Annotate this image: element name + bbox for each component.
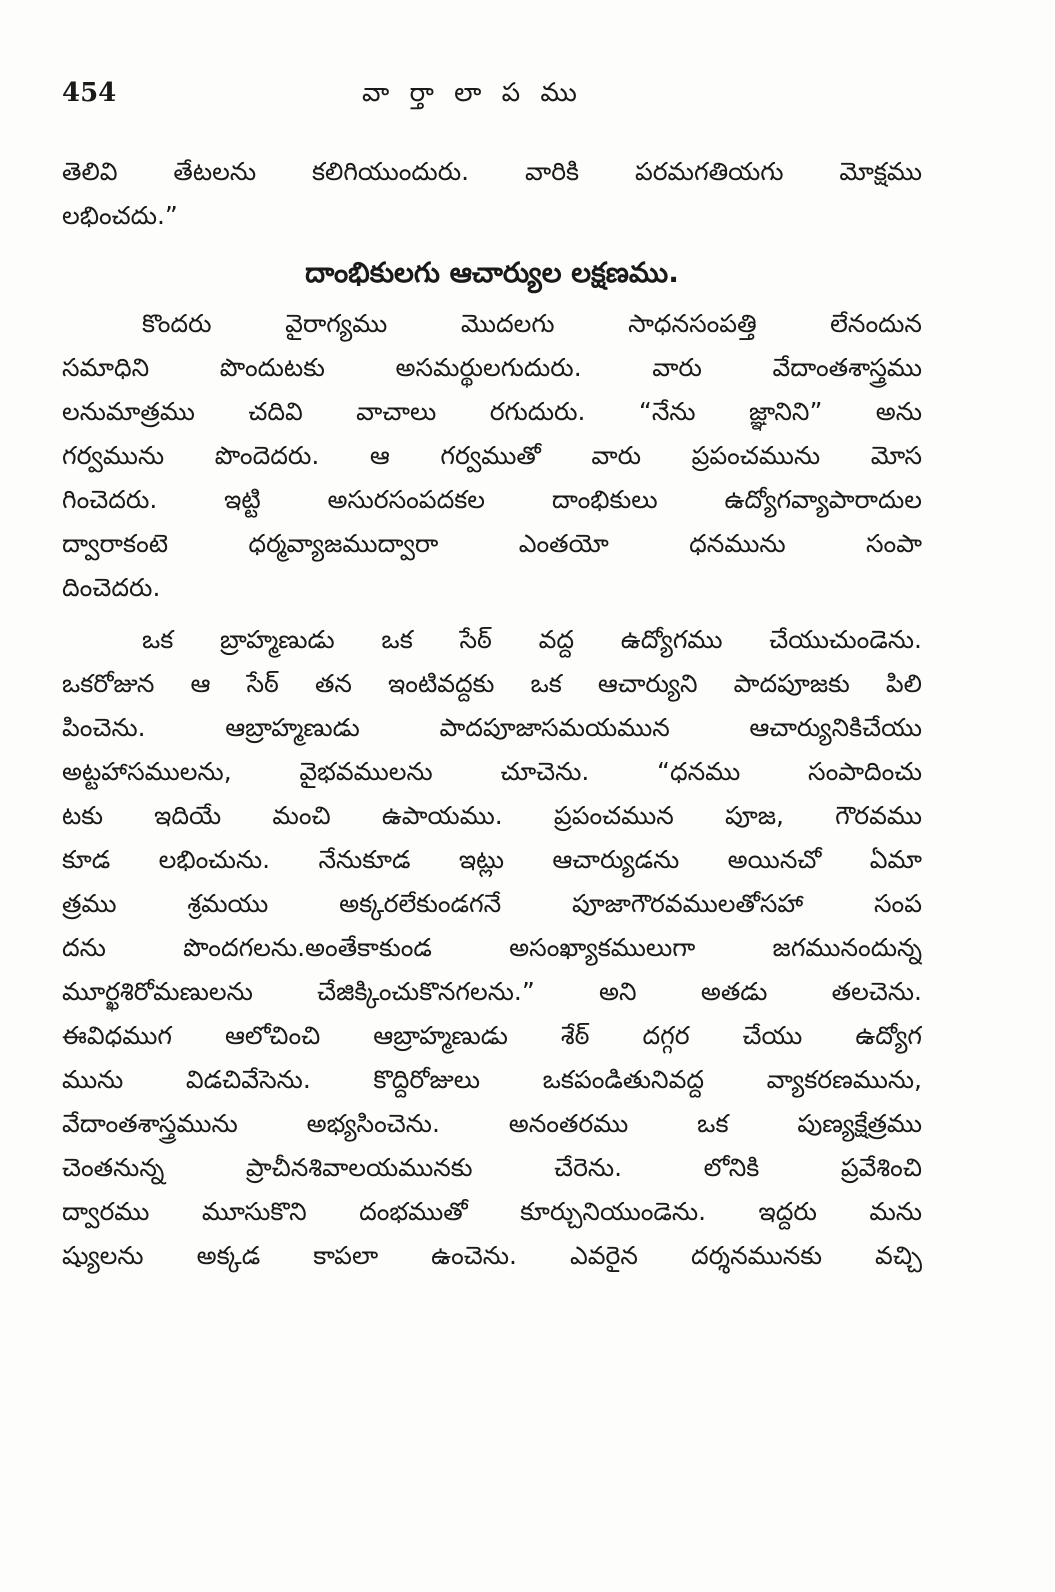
- text-line: అట్టహాసములను, వైభవములను చూచెను. “ధనము సంపాదించు: [62, 757, 922, 786]
- text-line: తెలివి తేటలను కలిగియుందురు. వారికి పరమగతియగు మోక్షము: [62, 157, 922, 186]
- text-line: ష్యులను అక్కడ కాపలా ఉంచెను. ఎవరైన దర్శనమునకు వచ్చి: [62, 1241, 922, 1270]
- text-line: కొందరు వైరాగ్యము మొదలగు సాధనసంపత్తి లేనందున: [142, 309, 922, 338]
- paragraph-2: [62, 618, 922, 1278]
- text-line: దించెదరు.: [62, 573, 161, 602]
- text-line: త్రము శ్రమయు అక్కరలేకుండగనే పూజాగౌరవములతోసహా సంప: [62, 889, 922, 918]
- text-line: గర్వమును పొందెదరు. ఆ గర్వముతో వారు ప్రపంచమును మోస: [62, 441, 922, 470]
- text-line: దను పొందగలను.అంతేకాకుండ అసంఖ్యాకములుగా జగమునందున్న: [62, 933, 922, 962]
- text-line: కూడ లభించును. నేనుకూడ ఇట్లు ఆచార్యుడను అయినచో ఏమా: [62, 845, 922, 874]
- text-line: గించెదరు. ఇట్టి అసురసంపదకల దాంభికులు ఉద్యోగవ్యాపారాదుల: [62, 485, 922, 514]
- text-line: చెంతనున్న ప్రాచీనశివాలయమునకు చేరెను. లోనికి ప్రవేశించి: [62, 1153, 922, 1182]
- text-line: ఒకరోజున ఆ సేఠ్ తన ఇంటివద్దకు ఒక ఆచార్యుని పాదపూజకు పిలి: [62, 669, 922, 698]
- page-header: [62, 78, 922, 118]
- page-number: 454: [62, 78, 117, 108]
- page-body: [62, 150, 922, 1278]
- text-line: లభించదు.”: [62, 201, 178, 230]
- section-heading: దాంభికులగు ఆచార్యుల లక్షణము.: [305, 256, 679, 289]
- text-line: ద్వారాకంటె ధర్మవ్యాజముద్వారా ఎంతయో ధనమును సంపా: [62, 529, 922, 558]
- text-line: పించెను. ఆబ్రాహ్మణుడు పాదపూజాసమయమున ఆచార్యునికిచేయు: [62, 713, 922, 742]
- text-line: ద్వారము మూసుకొని దంభముతో కూర్చునియుండెను. ఇద్దరు మను: [62, 1197, 922, 1226]
- paragraph-1: [62, 302, 922, 610]
- text-line: ఈవిధముగ ఆలోచించి ఆబ్రాహ్మణుడు శేఠ్ దగ్గర చేయు ఉద్యోగ: [62, 1021, 922, 1050]
- text-line: సమాధిని పొందుటకు అసమర్థులగుదురు. వారు వేదాంతశాస్త్రము: [62, 353, 922, 382]
- text-line: టకు ఇదియే మంచి ఉపాయము. ప్రపంచమున పూజ, గౌరవము: [62, 801, 922, 830]
- text-line: లనుమాత్రము చదివి వాచాలు రగుదురు. “నేను జ్ఞానిని” అను: [62, 397, 922, 426]
- running-title: వా ర్తా లా ప ము: [362, 78, 583, 108]
- text-line: వేదాంతశాస్త్రమును అభ్యసించెను. అనంతరము ఒక పుణ్యక్షేత్రము: [62, 1109, 922, 1138]
- text-line: మూర్ఖశిరోమణులను చేజిక్కించుకొనగలను.” అని అతడు తలచెను.: [62, 977, 922, 1006]
- text-line: ఒక బ్రాహ్మణుడు ఒక సేఠ్ వద్ద ఉద్యోగము చేయుచుండెను.: [142, 625, 922, 654]
- paragraph-gap: [62, 610, 922, 618]
- text-line: మును విడచివేసెను. కొద్దిరోజులు ఒకపండితునివద్ద వ్యాకరణమును,: [62, 1065, 922, 1094]
